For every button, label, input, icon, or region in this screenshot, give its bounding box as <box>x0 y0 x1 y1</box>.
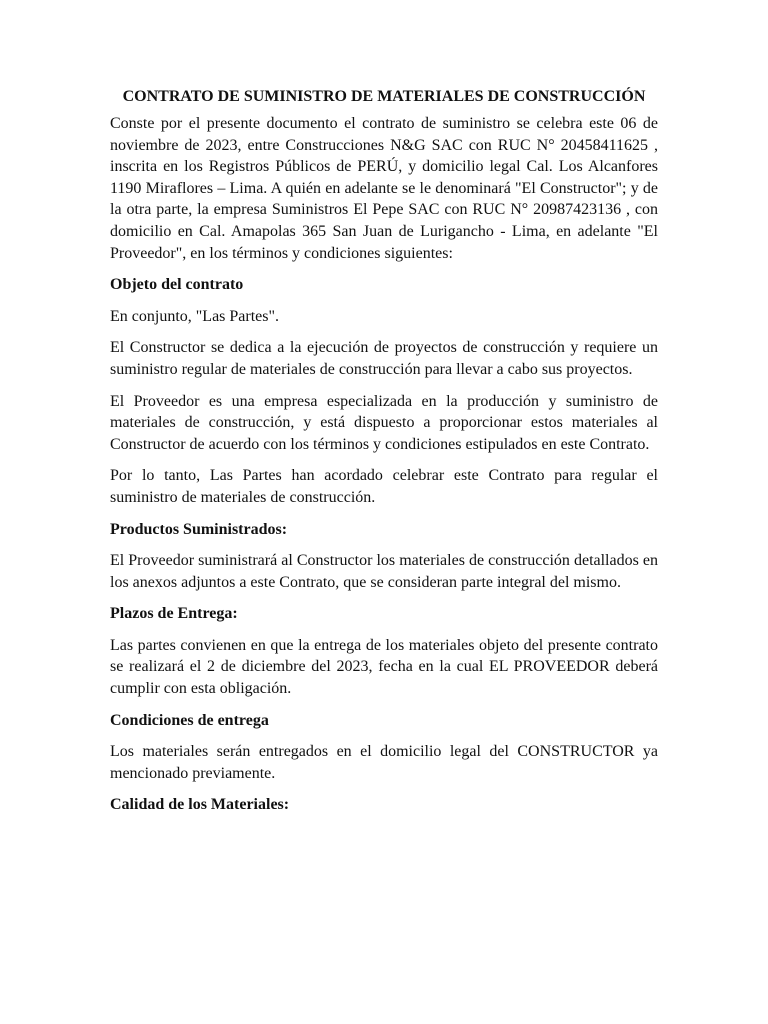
document-title: CONTRATO DE SUMINISTRO DE MATERIALES DE CONSTRUCCIÓN <box>122 88 646 105</box>
intro-text-end: en adelante "El Proveedor", en los términos y condiciones siguientes: <box>110 222 658 262</box>
paragraph-productos: El Proveedor suministrará al Constructor los materiales de construcción detallados en los anexos adjuntos a este Contrato, que se consideran parte integral del mismo. <box>110 552 658 591</box>
paragraph-las-partes: En conjunto, "Las Partes". <box>110 307 280 325</box>
section-heading-calidad: Calidad de los Materiales: <box>110 796 290 814</box>
paragraph-condiciones: Los materiales serán entregados en el domicilio legal del CONSTRUCTOR ya mencionado previamente. <box>110 743 658 782</box>
paragraph-proveedor: El Proveedor es una empresa especializada en la producción y suministro de materiales de construcción, y está dispuesto a proporcionar estos materiales al Constructor de acuerdo con los términos y condiciones estipulados en este Contrato. <box>110 392 658 453</box>
section-heading-plazos: Plazos de Entrega: <box>110 605 238 623</box>
document-page <box>110 86 658 826</box>
intro-paragraph <box>110 113 658 264</box>
section-heading-objeto: Objeto del contrato <box>110 276 244 294</box>
section-heading-productos: Productos Suministrados: <box>110 520 288 538</box>
paragraph-plazos: Las partes convienen en que la entrega de los materiales objeto del presente contrato se realizará el 2 de diciembre del 2023, fecha en la cual EL PROVEEDOR deberá cumplir con esta obligación. <box>110 636 658 698</box>
intro-text: Conste por el presente documento el contrato de suministro se celebra este 06 de noviembre de 2023, entre Construcciones N&G SAC con RUC N° 20458411625 , inscrita en los Registros Públicos de PERÚ, y domicilio legal Cal. Los Alcanfores 1190 Miraflores – Lima. A quién en adelante se le denominará "El Constructor"; y de la otra parte, la empresa Suministros El Pepe SAC con RUC N° 20987423136 , con domicilio en Cal. Amapolas 365 San Juan de Lurigancho - Lima <box>110 115 658 240</box>
section-heading-condiciones: Condiciones de entrega <box>110 711 269 729</box>
intro-separator: , <box>545 222 550 240</box>
paragraph-acuerdo: Por lo tanto, Las Partes han acordado celebrar este Contrato para regular el suministro de materiales de construcción. <box>110 467 658 506</box>
paragraph-constructor: El Constructor se dedica a la ejecución de proyectos de construcción y requiere un suministro regular de materiales de construcción para llevar a cabo sus proyectos. <box>110 339 658 378</box>
